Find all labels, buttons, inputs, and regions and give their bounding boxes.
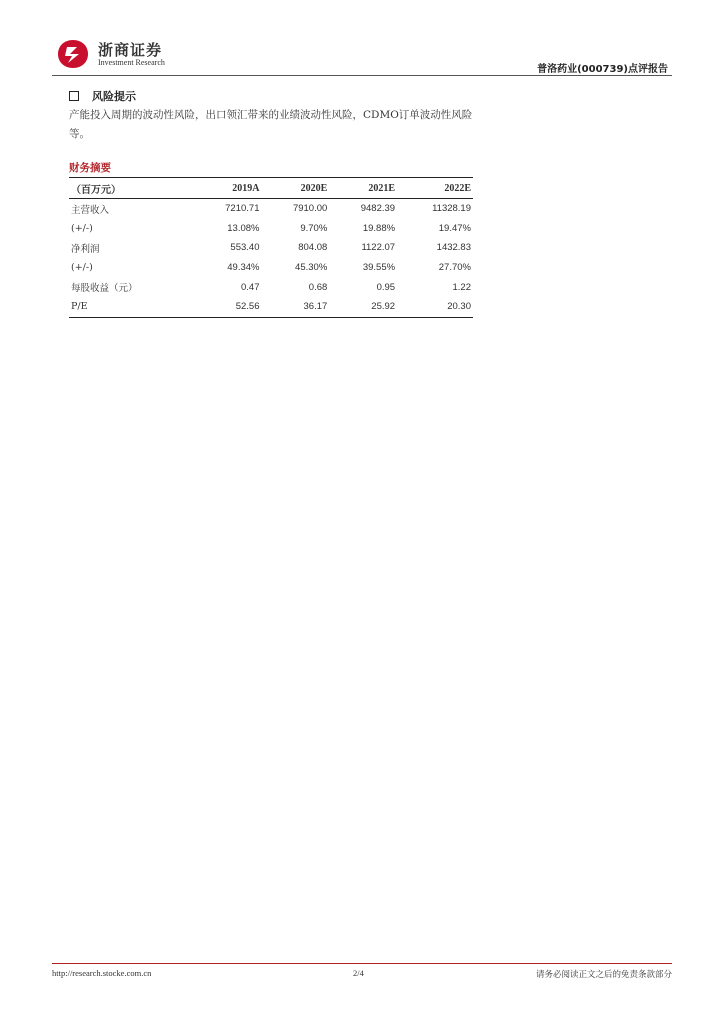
column-header: （百万元）: [69, 178, 194, 199]
footer-url-link[interactable]: http://research.stocke.com.cn: [52, 968, 152, 978]
table-cell: 19.47%: [438, 222, 471, 234]
table-row: [69, 219, 473, 239]
table-cell: 49.34%: [227, 262, 260, 274]
column-header: 2019A: [194, 178, 262, 199]
report-title: 普洛药业(000739)点评报告: [537, 64, 668, 75]
table-row: [69, 238, 473, 258]
column-header: 2022E: [397, 178, 473, 199]
table-cell: 553.40: [230, 242, 260, 254]
table-header-row: [69, 178, 473, 199]
row-label: 每股收益（元）: [71, 283, 138, 295]
row-label: (+/-): [71, 262, 93, 274]
header-divider: [52, 75, 672, 76]
table-cell: 9.70%: [300, 222, 328, 234]
footer-disclaimer: 请务必阅读正文之后的免责条款部分: [535, 970, 672, 980]
table-cell: 13.08%: [227, 222, 260, 234]
table-cell: 52.56: [194, 297, 262, 317]
risk-paragraph: 产能投入周期的波动性风险，出口领汇带来的业绩波动性风险，CDMO订单波动性风险等。: [69, 109, 473, 140]
zheshang-logo-icon: [56, 38, 90, 70]
page-number: 2/4: [353, 968, 364, 978]
table-cell: 36.17: [261, 297, 329, 317]
table-cell: 0.47: [240, 281, 260, 293]
table-cell: 45.30%: [295, 262, 328, 274]
row-label: 净利润: [71, 243, 100, 255]
table-cell: 11328.19: [432, 203, 471, 215]
column-header: 2020E: [261, 178, 329, 199]
table-cell: 1.22: [452, 281, 471, 293]
checkbox-bullet-icon: [69, 91, 79, 101]
financial-summary-table: [69, 177, 473, 318]
table-row: [69, 277, 473, 297]
table-cell: 0.68: [308, 281, 328, 293]
brand-name-cn: 浙商证券: [98, 41, 163, 59]
table-cell: 27.70%: [438, 262, 471, 274]
table-cell: 1122.07: [361, 242, 396, 254]
row-label: P/E: [69, 297, 194, 317]
table-cell: 7910.00: [292, 203, 328, 215]
financial-summary-title: 财务摘要: [69, 162, 111, 174]
column-header: 2021E: [329, 178, 397, 199]
page-header: [52, 34, 672, 76]
table-cell: 9482.39: [360, 203, 396, 215]
table-row: [69, 199, 473, 219]
row-label: (+/-): [71, 222, 93, 234]
risk-heading-text: 风险提示: [92, 90, 136, 103]
table-cell: 39.55%: [362, 262, 396, 274]
table-row: [69, 297, 473, 317]
brand-name-en: Investment Research: [98, 58, 165, 67]
table-cell: 0.95: [376, 281, 396, 293]
table-cell: 1432.83: [436, 242, 471, 254]
table-cell: 804.08: [298, 242, 328, 254]
table-cell: 25.92: [329, 297, 397, 317]
table-row: [69, 258, 473, 278]
risk-section-heading: [69, 88, 136, 104]
table-cell: 20.30: [397, 297, 473, 317]
row-label: 主营收入: [71, 204, 110, 216]
footer-divider: [52, 963, 672, 964]
table-cell: 7210.71: [225, 203, 260, 215]
table-cell: 19.88%: [362, 222, 396, 234]
